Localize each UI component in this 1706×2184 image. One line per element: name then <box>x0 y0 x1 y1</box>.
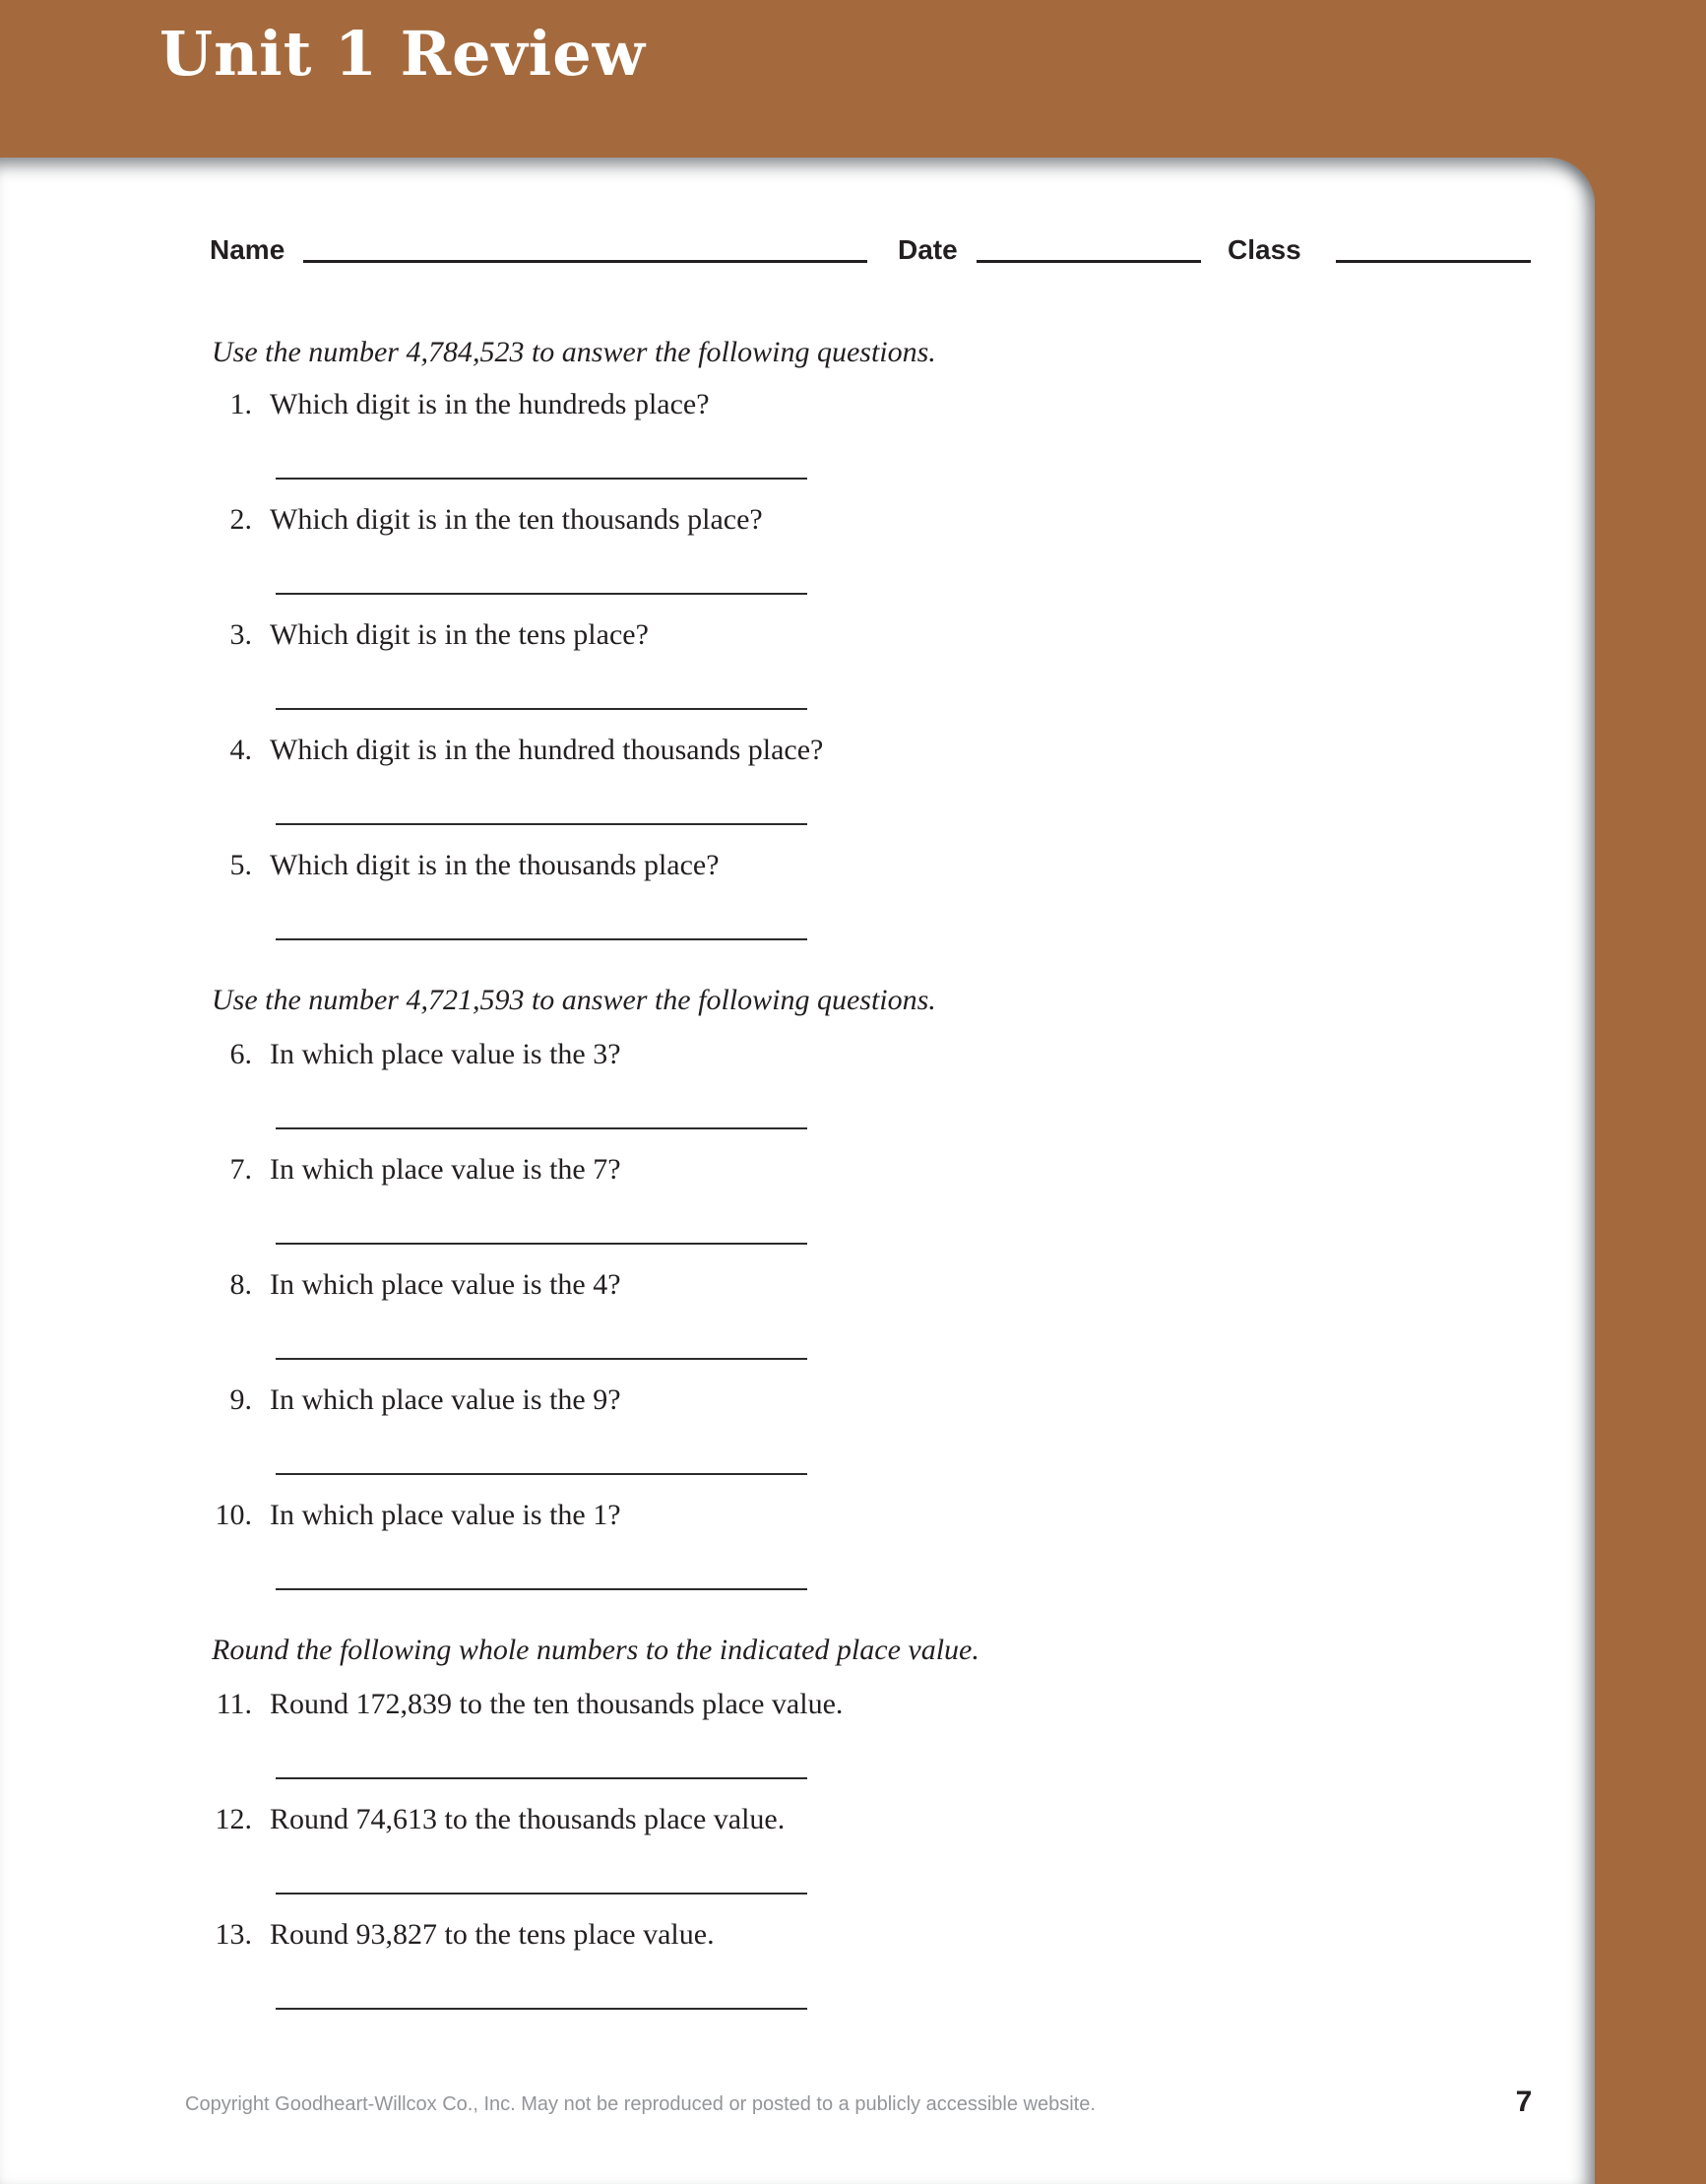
question-row <box>0 849 1378 964</box>
question-row <box>0 1499 1378 1614</box>
answer-blank-line[interactable] <box>276 823 807 825</box>
question-text: In which place value is the 4? <box>270 1268 621 1301</box>
answer-blank-line[interactable] <box>276 1127 807 1129</box>
class-label: Class <box>1228 234 1301 265</box>
question-row <box>0 734 1378 849</box>
question-text: In which place value is the 9? <box>270 1383 621 1416</box>
question-text: In which place value is the 1? <box>270 1499 621 1531</box>
question-number: 1. <box>229 388 252 420</box>
date-blank-line[interactable] <box>977 226 1201 263</box>
question-number: 3. <box>229 618 252 651</box>
question-text: Round 172,839 to the ten thousands place value. <box>270 1688 844 1720</box>
question-number: 12. <box>215 1803 252 1835</box>
question-text: Which digit is in the hundreds place? <box>270 388 710 420</box>
question-number: 2. <box>229 503 252 536</box>
section-instruction: Use the number 4,784,523 to answer the following questions. <box>212 336 936 368</box>
question-row <box>0 618 1378 734</box>
class-blank-line[interactable] <box>1336 226 1531 263</box>
question-row <box>0 1153 1378 1268</box>
question-text: Round 74,613 to the thousands place value. <box>270 1803 786 1835</box>
answer-blank-line[interactable] <box>276 1777 807 1779</box>
question-number: 7. <box>229 1153 252 1186</box>
name-blank-line[interactable] <box>303 226 867 263</box>
answer-blank-line[interactable] <box>276 1358 807 1360</box>
answer-blank-line[interactable] <box>276 708 807 710</box>
question-number: 4. <box>229 734 252 766</box>
question-text: Which digit is in the tens place? <box>270 618 649 651</box>
answer-blank-line[interactable] <box>276 1473 807 1475</box>
question-number: 11. <box>216 1688 252 1720</box>
question-number: 6. <box>229 1038 252 1070</box>
question-row <box>0 1918 1378 2033</box>
page-number: 7 <box>1515 2086 1533 2118</box>
question-row <box>0 1803 1378 1918</box>
section-instruction: Round the following whole numbers to the indicated place value. <box>212 1634 979 1666</box>
page-title: Unit 1 Review <box>159 18 647 90</box>
answer-blank-line[interactable] <box>276 2008 807 2010</box>
question-number: 5. <box>229 849 252 881</box>
question-row <box>0 503 1378 618</box>
question-row <box>0 1268 1378 1383</box>
answer-blank-line[interactable] <box>276 938 807 940</box>
question-text: Round 93,827 to the tens place value. <box>270 1918 715 1951</box>
question-number: 8. <box>229 1268 252 1301</box>
section-instruction: Use the number 4,721,593 to answer the following questions. <box>212 984 936 1016</box>
question-text: In which place value is the 3? <box>270 1038 621 1070</box>
question-number: 13. <box>215 1918 252 1951</box>
answer-blank-line[interactable] <box>276 1893 807 1895</box>
question-text: Which digit is in the ten thousands place? <box>270 503 763 536</box>
worksheet-page <box>0 158 1595 2184</box>
question-number: 9. <box>229 1383 252 1416</box>
question-row <box>0 1688 1378 1803</box>
copyright-notice: Copyright Goodheart-Willcox Co., Inc. May not be reproduced or posted to a publicly accessible website. <box>185 2093 1096 2115</box>
answer-blank-line[interactable] <box>276 593 807 595</box>
answer-blank-line[interactable] <box>276 1243 807 1245</box>
question-text: In which place value is the 7? <box>270 1153 621 1186</box>
question-text: Which digit is in the thousands place? <box>270 849 720 881</box>
answer-blank-line[interactable] <box>276 478 807 480</box>
answer-blank-line[interactable] <box>276 1588 807 1590</box>
question-row <box>0 388 1378 503</box>
question-text: Which digit is in the hundred thousands place? <box>270 734 824 766</box>
question-number: 10. <box>215 1499 252 1531</box>
question-row <box>0 1383 1378 1499</box>
question-row <box>0 1038 1378 1153</box>
name-label: Name <box>210 234 285 265</box>
date-label: Date <box>898 234 958 265</box>
